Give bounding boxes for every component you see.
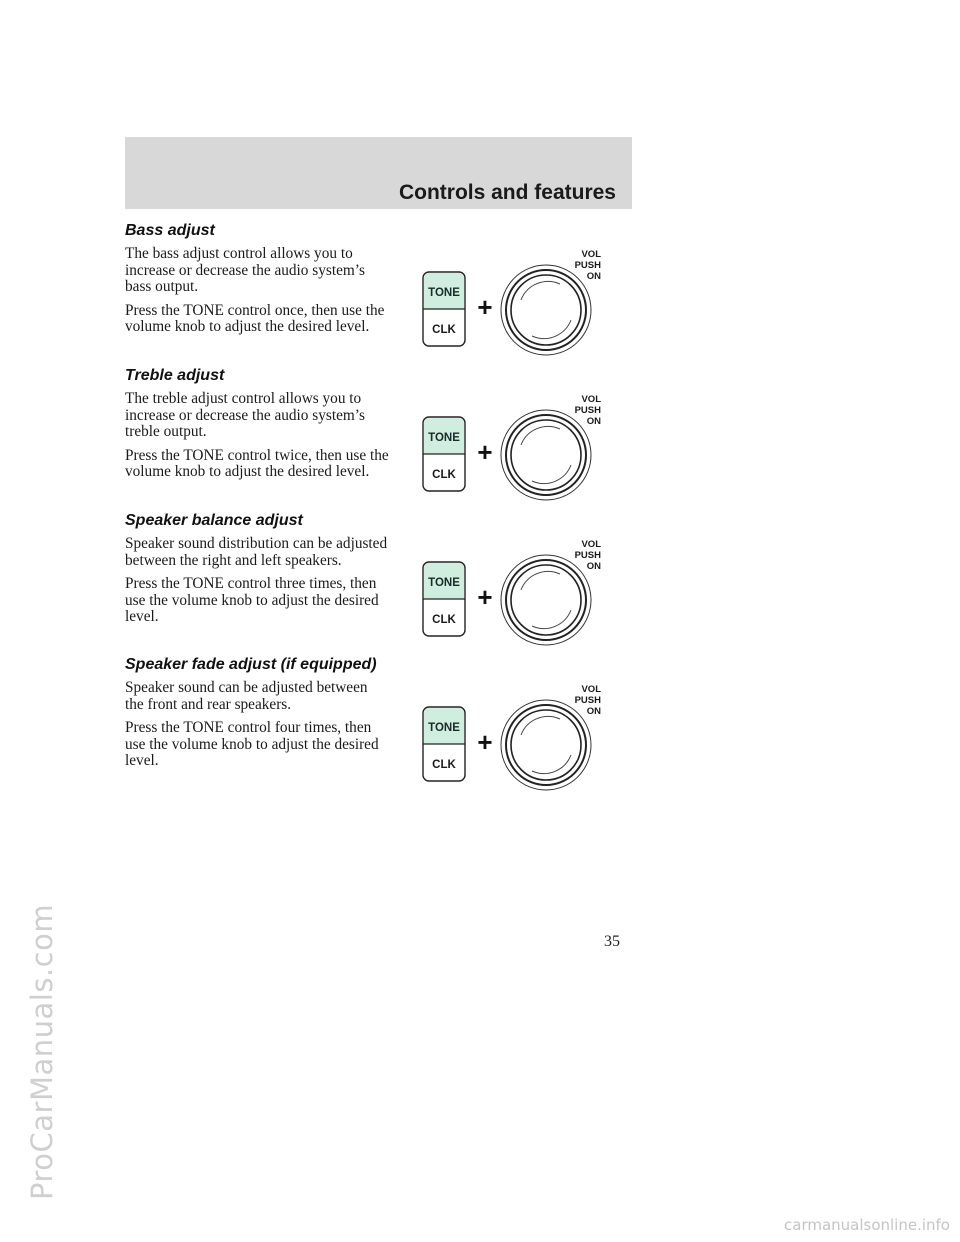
on-label: ON [586, 706, 601, 717]
tone-volume-figure [390, 675, 630, 815]
tone-label: TONE [428, 577, 460, 589]
on-label: ON [586, 416, 601, 427]
section-treble-adjust [125, 367, 390, 488]
section-paragraph: Press the TONE control three times, then use the volume knob to adjust the desired level. [125, 575, 379, 626]
tone-volume-figure [390, 385, 630, 525]
on-label: ON [586, 271, 601, 282]
tone-label: TONE [428, 287, 460, 299]
section-heading: Speaker fade adjust (if equipped) [125, 656, 377, 673]
section-heading: Bass adjust [125, 222, 215, 239]
section-paragraph: The bass adjust control allows you to increase or decrease the audio system’s bass output. [125, 245, 365, 296]
header-band [125, 137, 632, 209]
section-speaker-fade [125, 656, 390, 777]
push-label: PUSH [574, 695, 601, 706]
section-bass-adjust [125, 222, 390, 343]
on-label: ON [586, 561, 601, 572]
section-paragraph: Press the TONE control once, then use the volume knob to adjust the desired level. [125, 301, 385, 336]
figure-svg [390, 385, 630, 525]
volume-knob [501, 700, 591, 790]
tone-label: TONE [428, 722, 460, 734]
push-label: PUSH [574, 405, 601, 416]
knob-label [575, 684, 602, 717]
clk-label: CLK [432, 759, 456, 771]
clk-label: CLK [432, 469, 456, 481]
vol-label: VOL [581, 684, 601, 695]
page-number: 35 [604, 933, 620, 950]
clk-label: CLK [432, 614, 456, 626]
tone-volume-figure [390, 530, 630, 670]
plus-icon: + [477, 292, 493, 322]
knob-label [575, 539, 602, 572]
section-heading: Treble adjust [125, 367, 225, 384]
knob-label [575, 249, 602, 282]
section-paragraph: Press the TONE control twice, then use the volume knob to adjust the desired level. [125, 446, 389, 481]
knob-label [575, 394, 602, 427]
section-paragraph: The treble adjust control allows you to increase or decrease the audio system’s treble output. [125, 390, 365, 441]
tone-clk-button [423, 272, 465, 346]
plus-icon: + [477, 727, 493, 757]
figure-svg [390, 675, 630, 815]
volume-knob [501, 555, 591, 645]
section-paragraph: Press the TONE control four times, then use the volume knob to adjust the desired level. [125, 719, 379, 770]
section-speaker-balance [125, 512, 390, 633]
plus-icon: + [477, 582, 493, 612]
vol-label: VOL [581, 249, 601, 260]
plus-icon: + [477, 437, 493, 467]
push-label: PUSH [574, 550, 601, 561]
section-paragraph: Speaker sound distribution can be adjusted between the right and left speakers. [125, 535, 388, 569]
tone-clk-button [423, 562, 465, 636]
tone-volume-figure [390, 240, 630, 380]
side-watermark: ProCarManuals.com [25, 903, 59, 1200]
figure-svg [390, 530, 630, 670]
vol-label: VOL [581, 394, 601, 405]
volume-knob [501, 410, 591, 500]
volume-knob [501, 265, 591, 355]
vol-label: VOL [581, 539, 601, 550]
tone-label: TONE [428, 432, 460, 444]
bottom-watermark: carmanualsonline.info [784, 1216, 950, 1234]
section-heading: Speaker balance adjust [125, 512, 303, 529]
page-title: Controls and features [398, 181, 616, 204]
tone-clk-button [423, 707, 465, 781]
clk-label: CLK [432, 324, 456, 336]
figure-svg [390, 240, 630, 380]
section-paragraph: Speaker sound can be adjusted between the front and rear speakers. [125, 679, 368, 713]
push-label: PUSH [574, 260, 601, 271]
tone-clk-button [423, 417, 465, 491]
